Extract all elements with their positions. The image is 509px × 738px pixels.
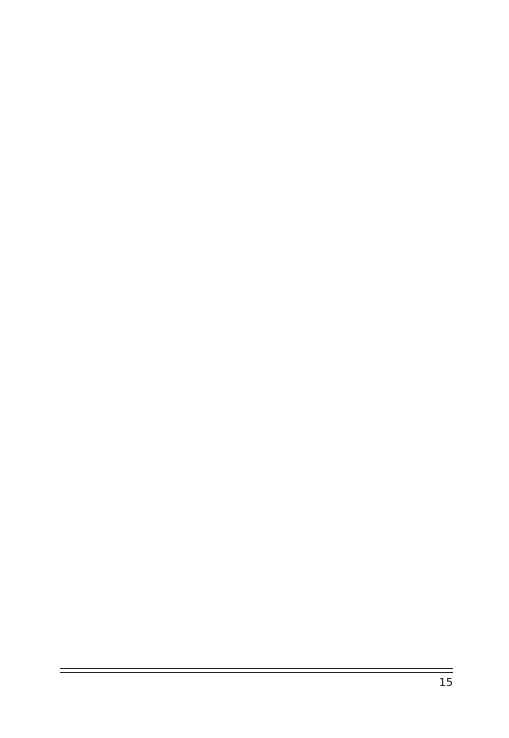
footer-rule-top <box>60 668 453 669</box>
page-number: 15 <box>439 676 453 689</box>
article-title-line-1 <box>60 126 460 156</box>
intro-paragraph <box>60 220 453 222</box>
article-title-line-2 <box>60 158 460 188</box>
footer-rule-bottom <box>60 672 453 673</box>
article-author <box>200 191 400 211</box>
section-heading <box>60 460 453 476</box>
